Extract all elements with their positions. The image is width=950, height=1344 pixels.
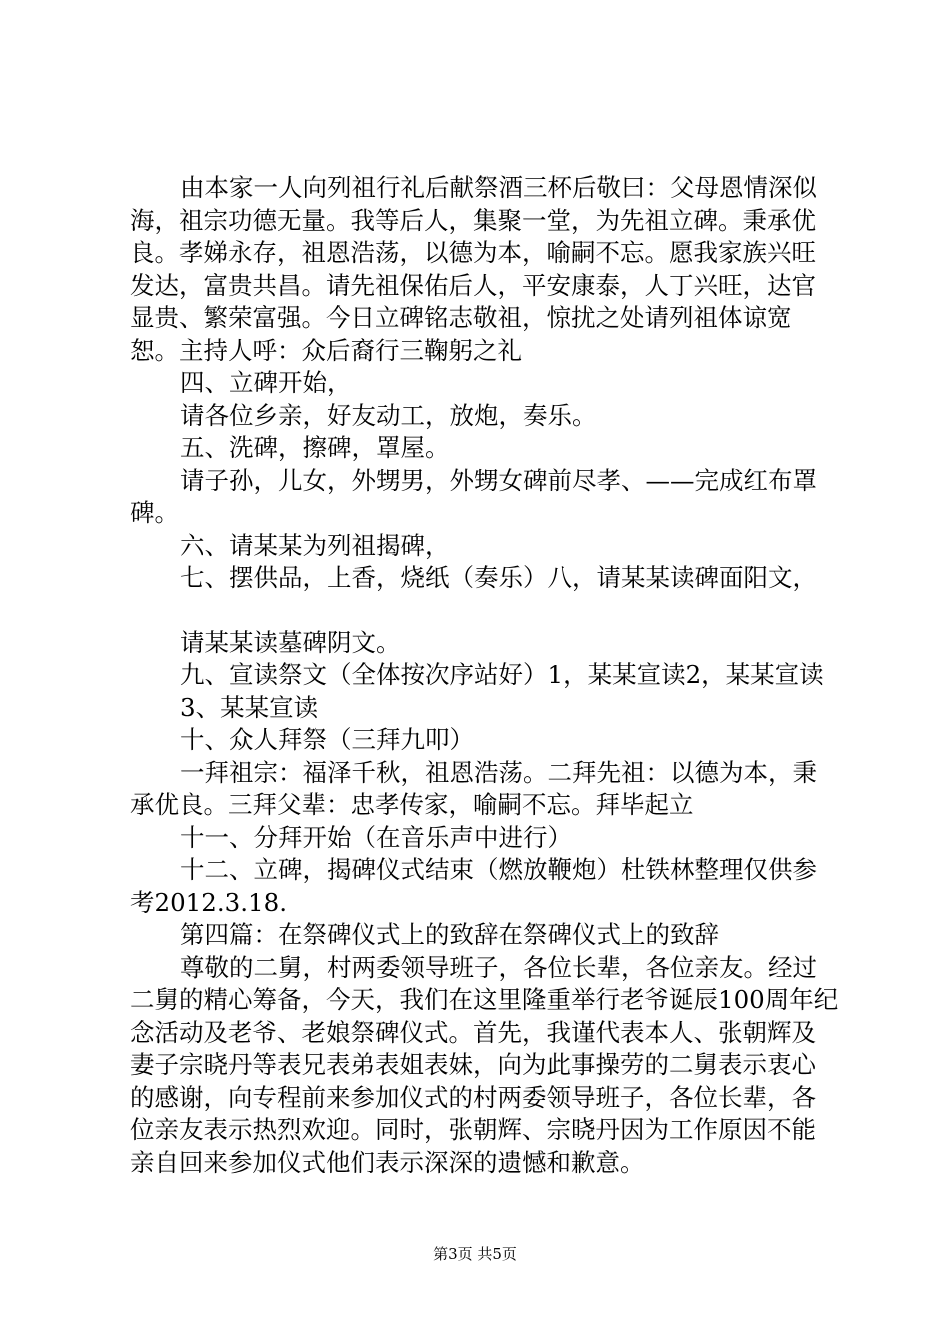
- paragraph-step-six: 六、请某某为列祖揭碑，: [180, 530, 450, 560]
- document-body: [130, 172, 840, 1179]
- paragraph-step-four-detail: 请各位乡亲，好友动工，放炮，奏乐。: [180, 400, 597, 430]
- section-heading-part-four: 第四篇：在祭碑仪式上的致辞在祭碑仪式上的致辞: [180, 920, 719, 949]
- paragraph-step-five: 五、洗碑，擦碑，罩屋。: [180, 433, 450, 462]
- paragraph-step-seven-eight: 七、摆供品，上香，烧纸（奏乐）八，请某某读碑面阳文，: [180, 563, 817, 592]
- page-number-footer: 第3页 共5页: [433, 1245, 517, 1263]
- paragraph-step-nine-third: 3、某某宣读: [180, 692, 319, 722]
- paragraph-welcome-speech: 尊敬的二舅，村两委领导班子，各位长辈，各位亲友。经过二舅的精心筹备，今天，我们在这里隆重举行老爷诞辰100周年纪念活动及老爷、老娘祭碑仪式。首先，我谨代表本人、张朝辉及妻子宗晓丹等表兄表弟表姐表妹，向为此事操劳的二舅表示衷心的感谢，向专程前来参加仪式的村两委领导班子，各位长辈，各位亲友表示热烈欢迎。同时，张朝辉、宗晓丹因为工作原因不能亲自回来参加仪式他们表示深深的遗憾和歉意。: [130, 952, 839, 1177]
- paragraph-spacer: [130, 595, 840, 627]
- paragraph-step-eleven: 十一、分拜开始（在音乐声中进行）: [180, 822, 572, 852]
- paragraph-step-ten-detail: 一拜祖宗：福泽千秋，祖恩浩荡。二拜先祖：以德为本，秉承优良。三拜父辈：忠孝传家，喻嗣不忘。拜毕起立: [130, 757, 817, 819]
- paragraph-step-nine: 九、宣读祭文（全体按次序站好）1，某某宣读2，某某宣读: [180, 660, 824, 689]
- paragraph-offering-speech: 由本家一人向列祖行礼后献祭酒三杯后敬曰：父母恩情深似海，祖宗功德无量。我等后人，集聚一堂，为先祖立碑。秉承优良。孝娣永存，祖恩浩荡，以德为本，喻嗣不忘。愿我家族兴旺发达，富贵共昌。请先祖保佑后人，平安康泰，人丁兴旺，达官显贵、繁荣富强。今日立碑铭志敬祖，惊扰之处请列祖体谅宽恕。主持人呼：众后裔行三鞠躬之礼: [130, 173, 817, 365]
- paragraph-step-eight-detail: 请某某读墓碑阴文。: [180, 627, 401, 657]
- paragraph-step-four: 四、立碑开始，: [180, 368, 352, 397]
- paragraph-step-twelve: 十二、立碑，揭碑仪式结束（燃放鞭炮）杜铁林整理仅供参考2012.3.18.: [130, 855, 817, 917]
- paragraph-step-five-detail: 请子孙，儿女，外甥男，外甥女碑前尽孝、——完成红布罩碑。: [130, 465, 817, 527]
- paragraph-step-ten: 十、众人拜祭（三拜九叩）: [180, 725, 474, 754]
